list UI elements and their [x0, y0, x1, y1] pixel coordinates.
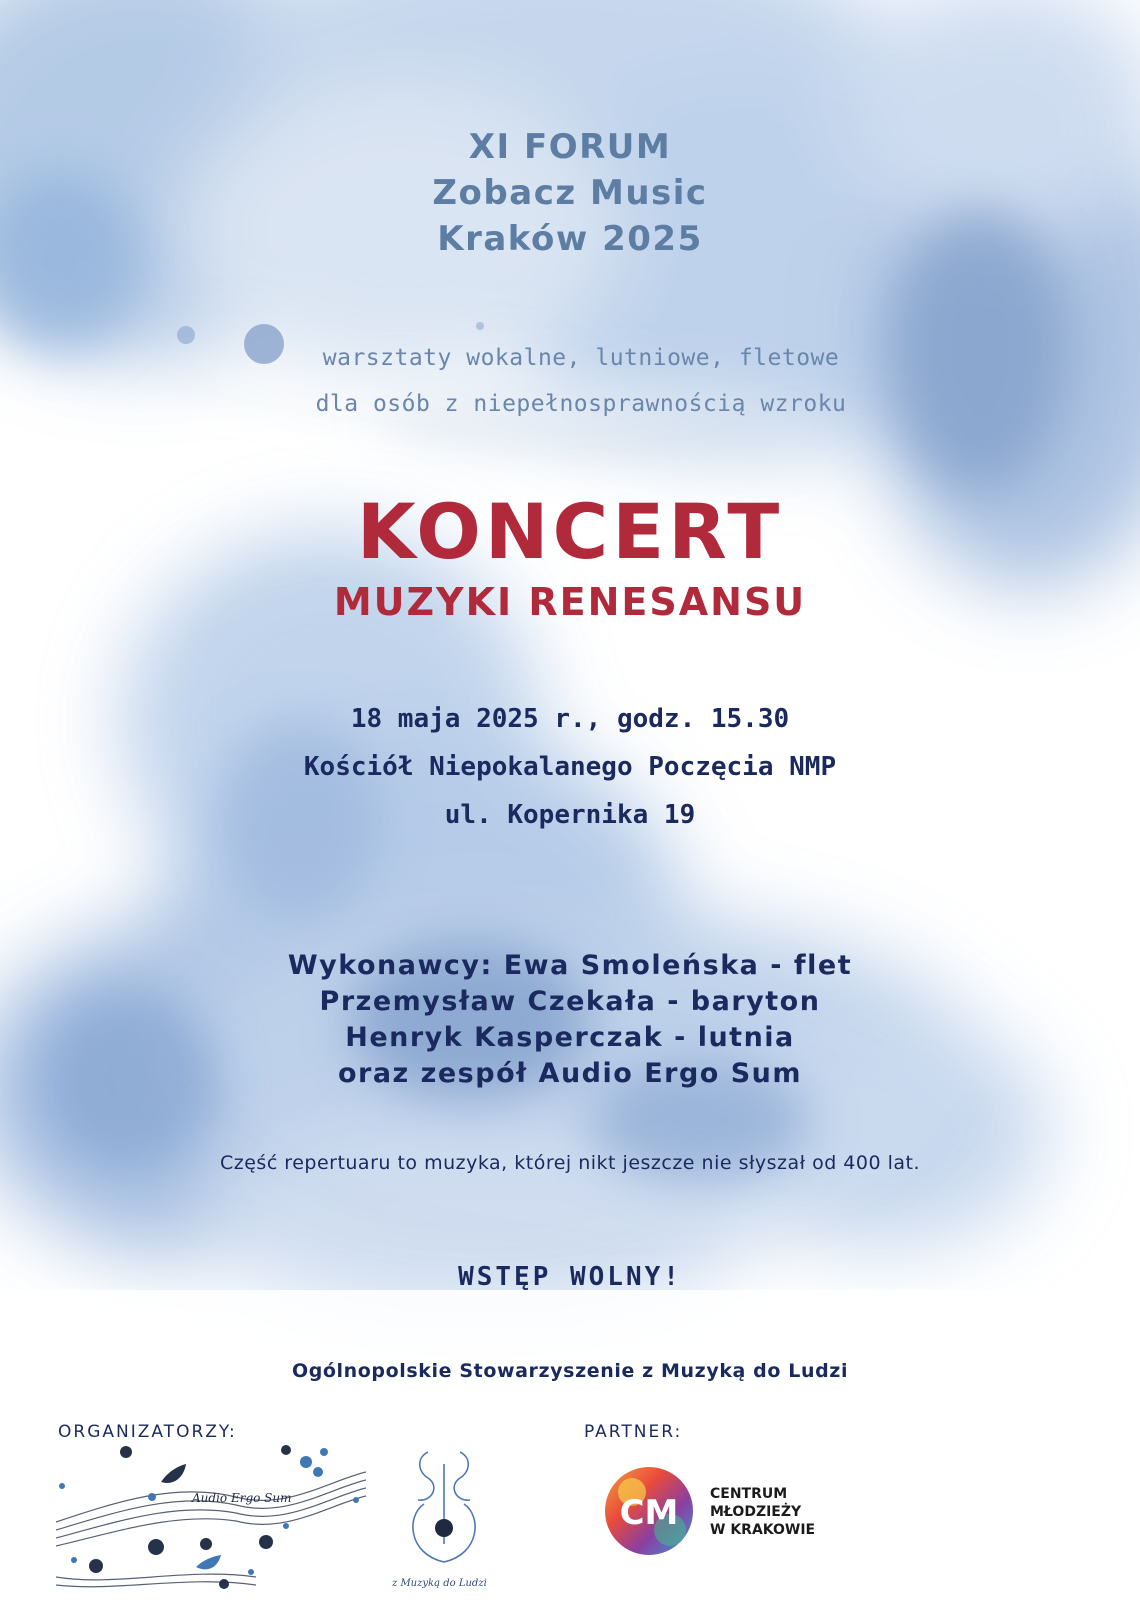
concert-heading [0, 487, 1140, 627]
forum-header [0, 124, 1140, 262]
entry-wrap [0, 1262, 1140, 1292]
partner-name-line: MŁODZIEŻY [710, 1504, 802, 1520]
cm-logo-letters: CM [619, 1493, 679, 1533]
performers-list [0, 948, 1140, 1092]
forum-title: XI FORUM [468, 127, 672, 167]
event-address: ul. Kopernika 19 [444, 800, 696, 830]
association-wrap [0, 1360, 1140, 1382]
performer-line: Wykonawcy: Ewa Smoleńska - flet [287, 950, 853, 981]
partner-name [710, 1485, 815, 1539]
event-datetime: 18 maja 2025 r., godz. 15.30 [350, 704, 790, 734]
partner-name-line: W KRAKOWIE [710, 1522, 816, 1538]
concert-subtitle: MUZYKI RENESANSU [333, 580, 807, 624]
performer-line: Przemysław Czekała - baryton [319, 986, 821, 1017]
repertoire-note-wrap [0, 1152, 1140, 1174]
audio-ergo-sum-logo [56, 1442, 366, 1592]
workshops-line-1: warsztaty wokalne, lutniowe, fletowe [322, 345, 840, 371]
audio-ergo-sum-logo-text: Audio Ergo Sum [192, 1491, 292, 1505]
event-venue: Kościół Niepokalanego Poczęcia NMP [303, 752, 837, 782]
performer-line: Henryk Kasperczak - lutnia [345, 1022, 795, 1053]
workshops-line-2: dla osób z niepełnosprawnością wzroku [315, 391, 847, 417]
z-muzyka-logo-text: z Muzyką do Ludzi [392, 1578, 487, 1589]
partner-name-line: CENTRUM [710, 1486, 788, 1502]
performer-line: oraz zespół Audio Ergo Sum [337, 1058, 803, 1089]
centrum-mlodziezy-logo [604, 1466, 694, 1556]
z-muzyka-do-ludzi-logo [388, 1444, 498, 1594]
free-entry-notice: WSTĘP WOLNY! [458, 1262, 682, 1292]
partner-label: PARTNER: [584, 1422, 683, 1442]
association-name: Ogólnopolskie Stowarzyszenie z Muzyką do Ludzi [291, 1360, 849, 1382]
concert-title: KONCERT [356, 487, 784, 576]
forum-city-year: Kraków 2025 [437, 219, 703, 259]
repertoire-note: Część repertuaru to muzyka, której nikt jeszcze nie słyszał od 400 lat. [219, 1152, 921, 1174]
workshops-info [0, 335, 1140, 427]
organizers-label: ORGANIZATORZY: [58, 1422, 237, 1442]
event-details [0, 695, 1140, 839]
forum-subtitle: Zobacz Music [432, 173, 708, 213]
